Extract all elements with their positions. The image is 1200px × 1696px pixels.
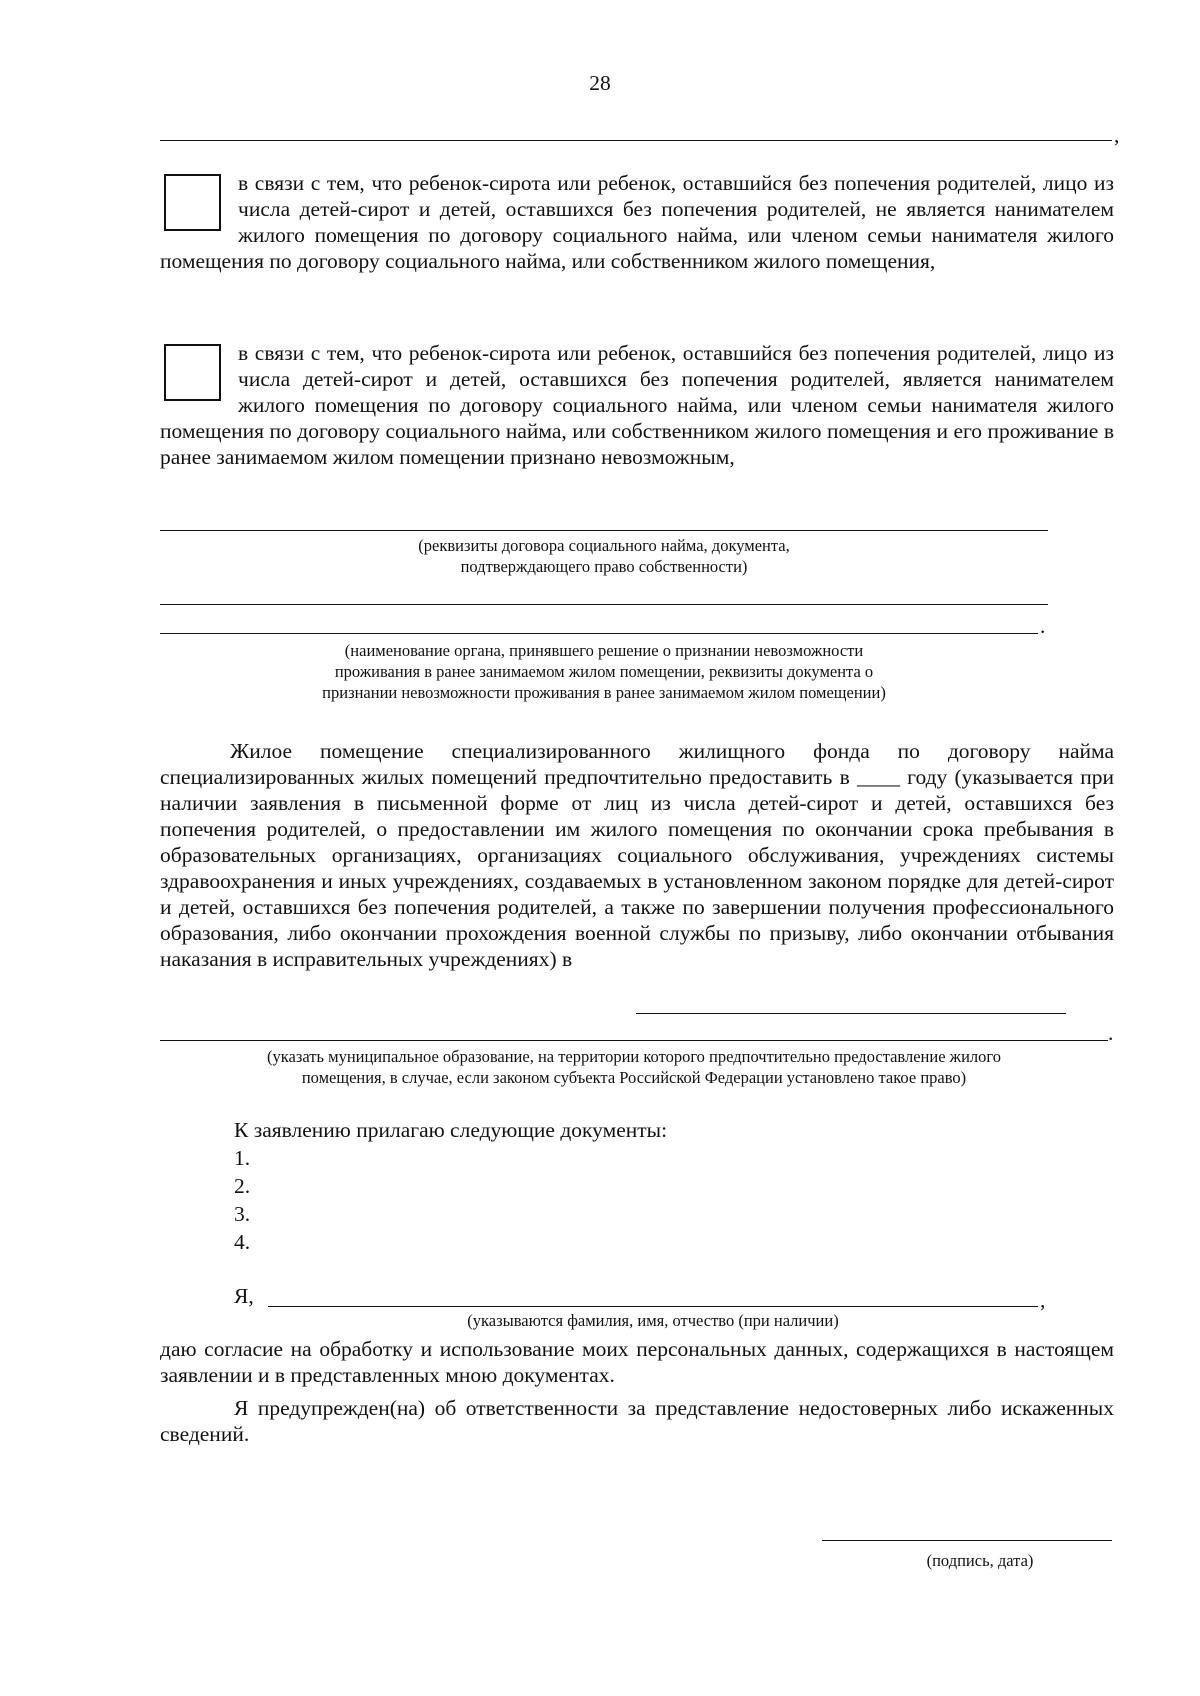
- page-number: 28: [589, 71, 611, 95]
- signature-line[interactable]: [822, 1540, 1112, 1541]
- authority-line-dot: .: [1040, 614, 1046, 638]
- warning-text: Я предупрежден(на) об ответственности за представление недостоверных либо искаженных сведений.: [160, 1396, 1114, 1446]
- attachments-heading: К заявлению прилагаю следующие документы:: [234, 1118, 668, 1142]
- municipality-caption-line-2: помещения, в случае, если законом субъекта Российской Федерации установлено такое право): [301, 1068, 967, 1087]
- contract-caption: [160, 535, 1048, 577]
- contract-caption-line-2: подтверждающего право собственности): [460, 557, 748, 576]
- full-name-caption: (указываются фамилия, имя, отчество (при наличии): [467, 1311, 839, 1330]
- municipality-caption: [150, 1046, 1118, 1088]
- consent-comma: ,: [1040, 1288, 1046, 1312]
- option-2: [160, 340, 1114, 470]
- attachment-item-2[interactable]: 2.: [234, 1174, 251, 1198]
- attachment-item-4[interactable]: 4.: [234, 1230, 251, 1254]
- signature-caption: (подпись, дата): [926, 1551, 1034, 1570]
- attachment-item-3[interactable]: 3.: [234, 1202, 251, 1226]
- housing-paragraph: [160, 738, 1114, 972]
- municipality-caption-line-1: (указать муниципальное образование, на территории которого предпочтительно предоставление жилого: [267, 1047, 1001, 1066]
- top-line-comma: ,: [1114, 123, 1120, 147]
- authority-caption-line-3: признании невозможности проживания в ранее занимаемом жилом помещении): [322, 683, 886, 702]
- option-1: [160, 170, 1114, 274]
- municipality-line-1[interactable]: [636, 1013, 1066, 1014]
- municipality-line-2[interactable]: [160, 1040, 1108, 1041]
- housing-paragraph-part-2: году (указывается при наличии заявления в письменной форме от лиц из числа детей-сирот и детей, оставшихся без попечения родителей, о предоставлении им жилого помещения по окончании срока пребывания в образовательных организациях, организациях социального обслуживания, учреждениях системы здравоохранения и иных учреждениях, создаваемых в установленном законом порядке для детей-сирот и детей, оставшихся без попечения родителей, а также по завершении получения профессионального образования, либо окончании прохождения военной службы по призыву, либо окончании отбывания наказания в исправительных учреждениях) в: [160, 765, 1115, 971]
- top-blank-line[interactable]: [160, 140, 1112, 141]
- consent-prefix: Я,: [234, 1284, 254, 1308]
- full-name-line[interactable]: [268, 1306, 1038, 1307]
- housing-year-blank[interactable]: ____: [856, 765, 900, 789]
- authority-caption-line-1: (наименование органа, принявшего решение о признании невозможности: [344, 641, 864, 660]
- municipality-line-dot: .: [1108, 1021, 1114, 1045]
- authority-line-1[interactable]: [160, 604, 1048, 605]
- contract-details-line[interactable]: [160, 530, 1048, 531]
- option-2-checkbox[interactable]: [164, 344, 221, 401]
- authority-line-2[interactable]: [160, 633, 1038, 634]
- option-1-text: в связи с тем, что ребенок-сирота или ребенок, оставшийся без попечения родителей, лицо из числа детей-сирот и детей, оставшихся без попечения родителей, не является нанимателем жилого помещения по договору социального найма, или членом семьи нанимателя жилого помещения по договору социального найма, или собственником жилого помещения,: [160, 171, 1114, 273]
- authority-caption: [160, 640, 1048, 703]
- consent-text: даю согласие на обработку и использование моих персональных данных, содержащихся в настоящем заявлении и в представленных мною документах.: [160, 1337, 1114, 1387]
- contract-caption-line-1: (реквизиты договора социального найма, документа,: [418, 536, 790, 555]
- option-1-checkbox[interactable]: [164, 174, 221, 231]
- option-2-text: в связи с тем, что ребенок-сирота или ребенок, оставшийся без попечения родителей, лицо из числа детей-сирот и детей, оставшихся без попечения родителей, является нанимателем жилого помещения по договору социального найма, или членом семьи нанимателя жилого помещения по договору социального найма, или собственником жилого помещения и его проживание в ранее занимаемом жилом помещении признано невозможным,: [160, 341, 1114, 469]
- attachment-item-1[interactable]: 1.: [234, 1146, 251, 1170]
- authority-caption-line-2: проживания в ранее занимаемом жилом помещении, реквизиты документа о: [334, 662, 874, 681]
- housing-paragraph-part-1: Жилое помещение специализированного жилищного фонда по договору найма специализированных жилых помещений предпочтительно предоставить в: [160, 739, 1114, 789]
